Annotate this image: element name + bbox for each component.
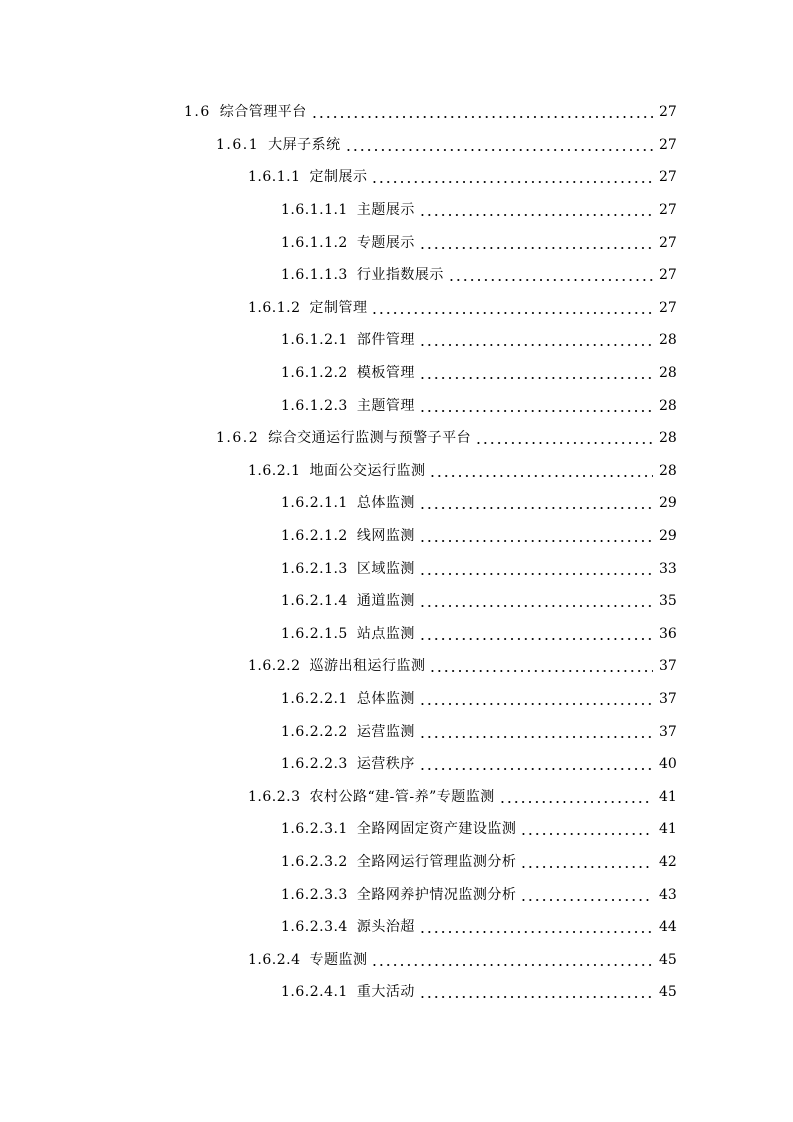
toc-entry-title: 主题管理 xyxy=(356,397,415,414)
toc-entry-page-number: 28 xyxy=(659,365,677,382)
toc-entry-number: 1.6.2.1 xyxy=(248,462,301,479)
table-of-contents xyxy=(0,96,793,1009)
toc-entry-title: 定制管理 xyxy=(309,299,368,316)
toc-dot-leader xyxy=(448,267,653,283)
toc-entry-page-number: 45 xyxy=(659,984,677,1001)
toc-entry-title: 地面公交运行监测 xyxy=(309,462,426,479)
toc-entry-page-number: 27 xyxy=(659,267,677,284)
toc-entry-page-number: 36 xyxy=(659,625,677,642)
toc-entry[interactable] xyxy=(0,846,793,879)
toc-entry-title: 定制展示 xyxy=(309,169,368,186)
toc-entry-page-number: 33 xyxy=(659,560,677,577)
toc-entry-title: 总体监测 xyxy=(356,690,415,707)
toc-dot-leader xyxy=(311,104,653,120)
toc-dot-leader xyxy=(499,789,653,805)
toc-entry-title: 综合交通运行监测与预警子平台 xyxy=(268,430,472,447)
toc-entry[interactable] xyxy=(0,878,793,911)
toc-dot-leader xyxy=(419,235,653,251)
toc-entry-number: 1.6.1.1.1 xyxy=(281,202,348,219)
toc-entry-number: 1.6.2.3.3 xyxy=(281,886,348,903)
toc-entry[interactable] xyxy=(0,129,793,162)
toc-entry-number: 1.6.1.1 xyxy=(248,169,301,186)
toc-dot-leader xyxy=(419,593,653,609)
toc-entry-page-number: 28 xyxy=(659,397,677,414)
toc-entry-number: 1.6.2.2 xyxy=(248,658,301,675)
toc-entry-number: 1.6.2.2.1 xyxy=(281,690,348,707)
toc-dot-leader xyxy=(419,984,653,1000)
toc-dot-leader xyxy=(419,528,653,544)
toc-entry[interactable] xyxy=(0,976,793,1009)
toc-entry-title: 区域监测 xyxy=(356,560,415,577)
toc-dot-leader xyxy=(429,658,653,674)
toc-entry-number: 1.6.1.1.3 xyxy=(281,267,348,284)
toc-entry[interactable] xyxy=(0,194,793,227)
toc-entry-title: 站点监测 xyxy=(356,625,415,642)
toc-entry-number: 1.6.2.2.3 xyxy=(281,756,348,773)
toc-entry[interactable] xyxy=(0,161,793,194)
toc-dot-leader xyxy=(371,169,653,185)
toc-entry-number: 1.6.2.1.3 xyxy=(281,560,348,577)
toc-entry-page-number: 27 xyxy=(659,299,677,316)
toc-entry[interactable] xyxy=(0,813,793,846)
toc-entry-number: 1.6.2.4 xyxy=(248,951,301,968)
toc-entry-title: 专题展示 xyxy=(356,234,415,251)
toc-entry[interactable] xyxy=(0,389,793,422)
toc-entry-page-number: 37 xyxy=(659,723,677,740)
toc-entry-page-number: 41 xyxy=(659,788,677,805)
toc-entry[interactable] xyxy=(0,96,793,129)
toc-entry-page-number: 29 xyxy=(659,495,677,512)
toc-entry-page-number: 44 xyxy=(659,919,677,936)
toc-entry-page-number: 40 xyxy=(659,756,677,773)
toc-entry-title: 农村公路“建-管-养”专题监测 xyxy=(309,788,495,805)
toc-entry-page-number: 27 xyxy=(659,202,677,219)
toc-entry[interactable] xyxy=(0,943,793,976)
toc-entry[interactable] xyxy=(0,585,793,618)
toc-entry-title: 模板管理 xyxy=(356,365,415,382)
toc-entry[interactable] xyxy=(0,552,793,585)
toc-entry-title: 专题监测 xyxy=(309,951,368,968)
toc-entry-number: 1.6.1.2.2 xyxy=(281,365,348,382)
toc-dot-leader xyxy=(371,952,653,968)
toc-entry-number: 1.6.2.1.2 xyxy=(281,528,348,545)
toc-entry-title: 运营监测 xyxy=(356,723,415,740)
toc-dot-leader xyxy=(419,398,653,414)
toc-entry-number: 1.6.2.1.5 xyxy=(281,625,348,642)
toc-dot-leader xyxy=(419,756,653,772)
toc-entry[interactable] xyxy=(0,715,793,748)
toc-entry-title: 线网监测 xyxy=(356,528,415,545)
toc-entry[interactable] xyxy=(0,748,793,781)
toc-entry-number: 1.6.2.1.4 xyxy=(281,593,348,610)
toc-dot-leader xyxy=(371,300,653,316)
toc-entry-title: 综合管理平台 xyxy=(219,104,307,121)
toc-entry-number: 1.6.2.4.1 xyxy=(281,984,348,1001)
toc-dot-leader xyxy=(520,854,653,870)
toc-entry-number: 1.6.2.3.2 xyxy=(281,853,348,870)
toc-entry-number: 1.6.2.3.1 xyxy=(281,821,348,838)
toc-entry-title: 运营秩序 xyxy=(356,756,415,773)
toc-dot-leader xyxy=(419,561,653,577)
toc-entry[interactable] xyxy=(0,324,793,357)
toc-dot-leader xyxy=(419,495,653,511)
toc-entry-title: 总体监测 xyxy=(356,495,415,512)
toc-entry-title: 通道监测 xyxy=(356,593,415,610)
toc-entry[interactable] xyxy=(0,780,793,813)
toc-dot-leader xyxy=(520,821,653,837)
toc-entry[interactable] xyxy=(0,226,793,259)
toc-entry-title: 行业指数展示 xyxy=(356,267,444,284)
toc-entry[interactable] xyxy=(0,422,793,455)
toc-entry[interactable] xyxy=(0,650,793,683)
toc-entry-page-number: 37 xyxy=(659,690,677,707)
toc-entry-number: 1.6 xyxy=(184,104,211,121)
toc-entry-title: 全路网固定资产建设监测 xyxy=(356,821,517,838)
toc-entry-title: 部件管理 xyxy=(356,332,415,349)
toc-entry-title: 主题展示 xyxy=(356,202,415,219)
toc-dot-leader xyxy=(419,202,653,218)
toc-dot-leader xyxy=(419,919,653,935)
toc-entry-title: 巡游出租运行监测 xyxy=(309,658,426,675)
toc-entry-page-number: 35 xyxy=(659,593,677,610)
toc-dot-leader xyxy=(429,463,653,479)
toc-entry-title: 大屏子系统 xyxy=(268,136,341,153)
toc-dot-leader xyxy=(345,137,653,153)
toc-entry[interactable] xyxy=(0,683,793,716)
toc-entry-title: 重大活动 xyxy=(356,984,415,1001)
toc-entry-number: 1.6.2.1.1 xyxy=(281,495,348,512)
toc-entry[interactable] xyxy=(0,520,793,553)
toc-entry-number: 1.6.2 xyxy=(216,430,260,447)
toc-entry-page-number: 27 xyxy=(659,104,677,121)
toc-entry-title: 源头治超 xyxy=(356,919,415,936)
toc-entry-page-number: 28 xyxy=(659,430,677,447)
toc-entry[interactable] xyxy=(0,487,793,520)
toc-entry-number: 1.6.1 xyxy=(216,136,260,153)
toc-dot-leader xyxy=(419,626,653,642)
toc-dot-leader xyxy=(520,887,653,903)
toc-entry-page-number: 28 xyxy=(659,332,677,349)
toc-entry-page-number: 27 xyxy=(659,136,677,153)
toc-entry-page-number: 27 xyxy=(659,234,677,251)
toc-entry-number: 1.6.1.2.3 xyxy=(281,397,348,414)
toc-entry-page-number: 28 xyxy=(659,462,677,479)
toc-entry-number: 1.6.2.3 xyxy=(248,788,301,805)
toc-entry[interactable] xyxy=(0,455,793,488)
toc-entry[interactable] xyxy=(0,357,793,390)
toc-entry-title: 全路网养护情况监测分析 xyxy=(356,886,517,903)
toc-dot-leader xyxy=(419,365,653,381)
toc-entry-number: 1.6.1.2.1 xyxy=(281,332,348,349)
toc-entry-page-number: 45 xyxy=(659,951,677,968)
toc-dot-leader xyxy=(419,724,653,740)
toc-entry-number: 1.6.2.2.2 xyxy=(281,723,348,740)
toc-entry-page-number: 43 xyxy=(659,886,677,903)
toc-entry[interactable] xyxy=(0,911,793,944)
toc-entry-page-number: 42 xyxy=(659,853,677,870)
toc-entry-number: 1.6.2.3.4 xyxy=(281,919,348,936)
toc-entry-number: 1.6.1.1.2 xyxy=(281,234,348,251)
toc-entry-page-number: 37 xyxy=(659,658,677,675)
toc-entry[interactable] xyxy=(0,292,793,325)
toc-entry[interactable] xyxy=(0,259,793,292)
toc-dot-leader xyxy=(419,691,653,707)
toc-entry-page-number: 41 xyxy=(659,821,677,838)
toc-entry-number: 1.6.1.2 xyxy=(248,299,301,316)
toc-entry-page-number: 27 xyxy=(659,169,677,186)
toc-entry[interactable] xyxy=(0,618,793,651)
toc-dot-leader xyxy=(475,430,653,446)
toc-entry-title: 全路网运行管理监测分析 xyxy=(356,853,517,870)
toc-dot-leader xyxy=(419,332,653,348)
toc-entry-page-number: 29 xyxy=(659,528,677,545)
